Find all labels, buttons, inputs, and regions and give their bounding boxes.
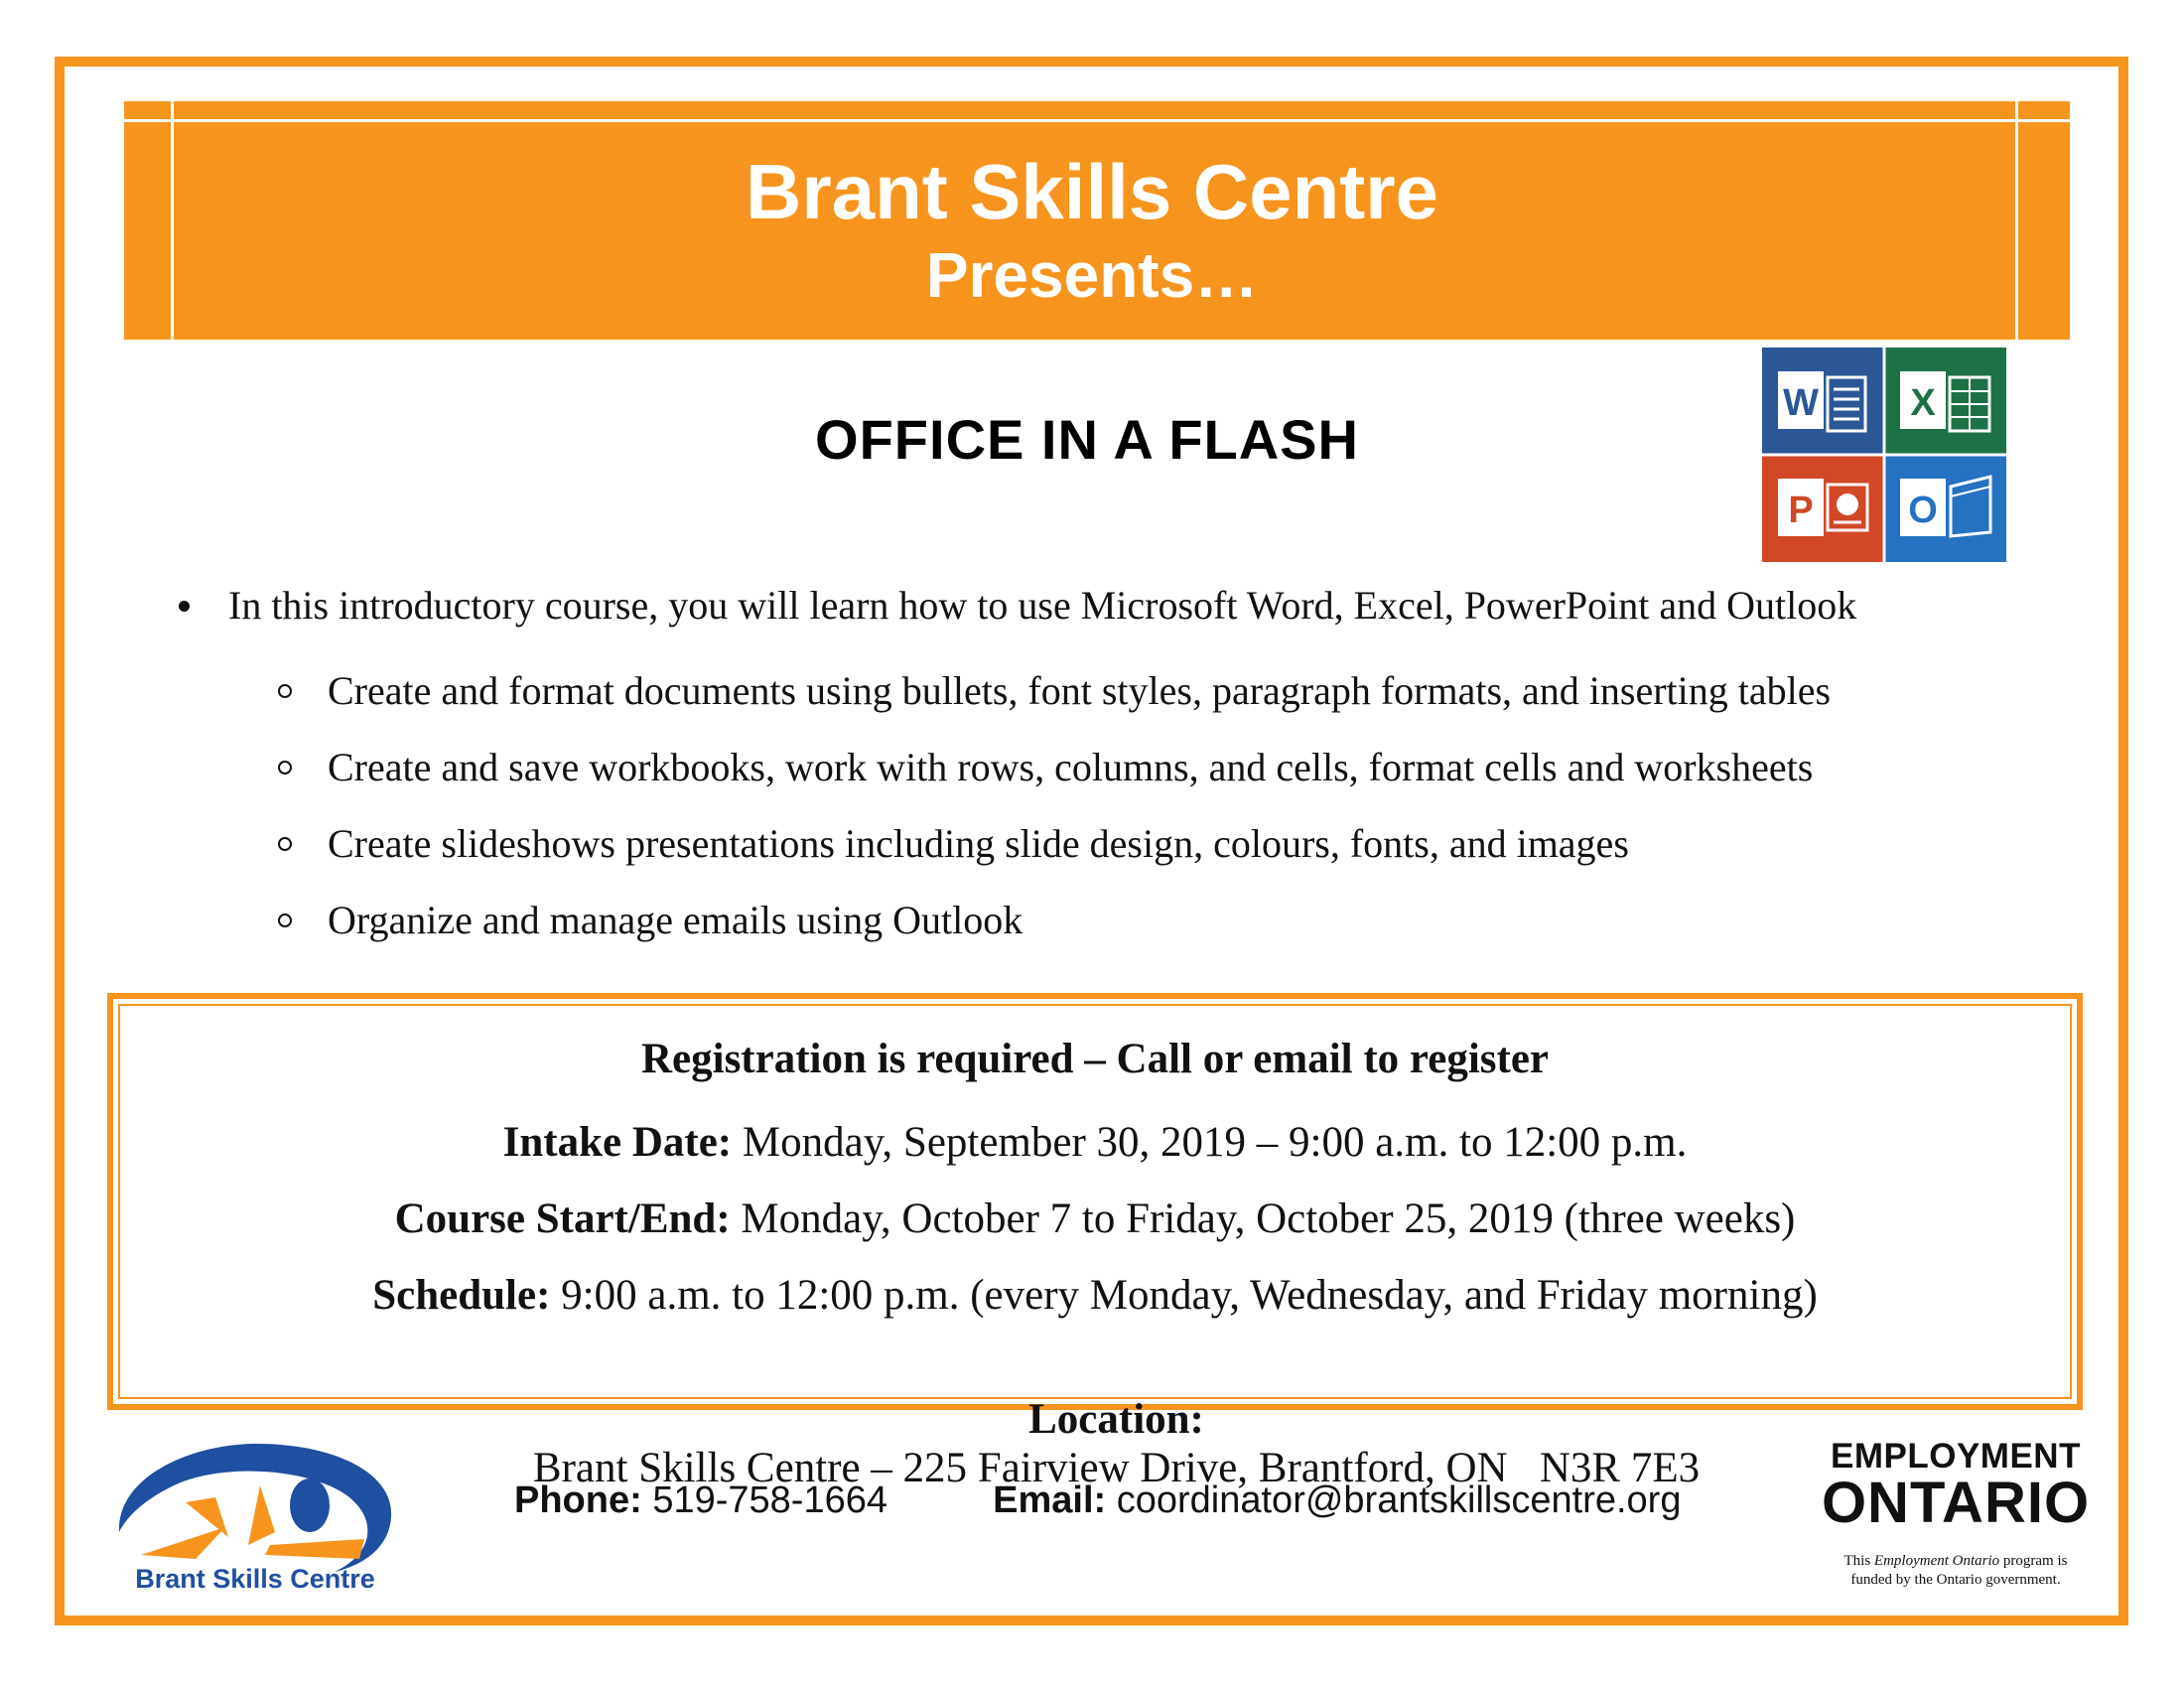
bullet-circle-icon [278, 914, 292, 927]
header-top-rule [124, 119, 2070, 122]
list-item [169, 729, 2115, 805]
header-title: Brant Skills Centre [746, 148, 1438, 235]
email-label: Email: [993, 1479, 1107, 1521]
course-dates [113, 1195, 2077, 1243]
bullet-text: Create and format documents using bullets, font styles, paragraph formats, and inserting tables [328, 668, 1832, 713]
bullet-text: In this introductory course, you will learn how to use Microsoft Word, Excel, PowerPoint and Outlook [228, 583, 1857, 628]
bsc-logo-name: Brant Skills Centre [135, 1564, 375, 1594]
svg-text:O: O [1908, 490, 1938, 531]
location-value: Brant Skills Centre – 225 Fairview Drive, Brantford, ON N3R 7E3 [532, 1445, 1701, 1491]
course-description [169, 576, 2115, 958]
bullet-circle-icon [278, 837, 292, 851]
list-item [169, 882, 2115, 958]
bullet-circle-icon [278, 761, 292, 774]
bullet-dot-icon [179, 601, 190, 612]
phone-label: Phone: [514, 1479, 642, 1521]
bullet-text: Organize and manage emails using Outlook [328, 898, 1024, 942]
header-subtitle: Presents… [925, 239, 1259, 311]
intake-date-label: Intake Date: [502, 1119, 733, 1166]
svg-text:X: X [1910, 382, 1936, 424]
svg-text:P: P [1788, 490, 1814, 531]
intake-date-value: Monday, September 30, 2019 – 9:00 a.m. to 12:00 p.m. [742, 1119, 1688, 1166]
registration-heading: Registration is required – Call or email to register [640, 1036, 1549, 1082]
microsoft-office-logo-icon [1762, 348, 2006, 562]
eo-line1: EMPLOYMENT [1831, 1437, 2081, 1476]
email-address[interactable]: coordinator@brantskillscentre.org [1116, 1479, 1682, 1521]
schedule-label: Schedule: [372, 1272, 551, 1319]
svg-text:W: W [1783, 382, 1819, 424]
bullet-text: Create slideshows presentations including slide design, colours, fonts, and images [328, 821, 1629, 866]
intake-date [113, 1118, 2077, 1167]
location-label: Location: [1028, 1396, 1204, 1443]
eo-funding-note: This Employment Ontario program is funded by the Ontario government. [1843, 1553, 2068, 1588]
course-dates-value: Monday, October 7 to Friday, October 25, 2019 (three weeks) [741, 1196, 1796, 1242]
bullet-text: Create and save workbooks, work with rows, columns, and cells, format cells and worksheets [328, 745, 1814, 789]
bullet-circle-icon [278, 684, 292, 698]
contact-line [514, 1479, 1681, 1522]
list-item [169, 805, 2115, 882]
employment-ontario-logo [1807, 1437, 2105, 1590]
phone-number[interactable]: 519-758-1664 [652, 1479, 887, 1521]
list-item [169, 652, 2115, 729]
eo-line2: ONTARIO [1821, 1471, 2091, 1535]
course-title: OFFICE IN A FLASH [815, 408, 1359, 471]
list-item [169, 576, 2115, 635]
schedule [113, 1271, 2077, 1320]
course-dates-label: Course Start/End: [394, 1196, 731, 1242]
schedule-value: 9:00 a.m. to 12:00 p.m. (every Monday, Wednesday, and Friday morning) [561, 1272, 1818, 1319]
